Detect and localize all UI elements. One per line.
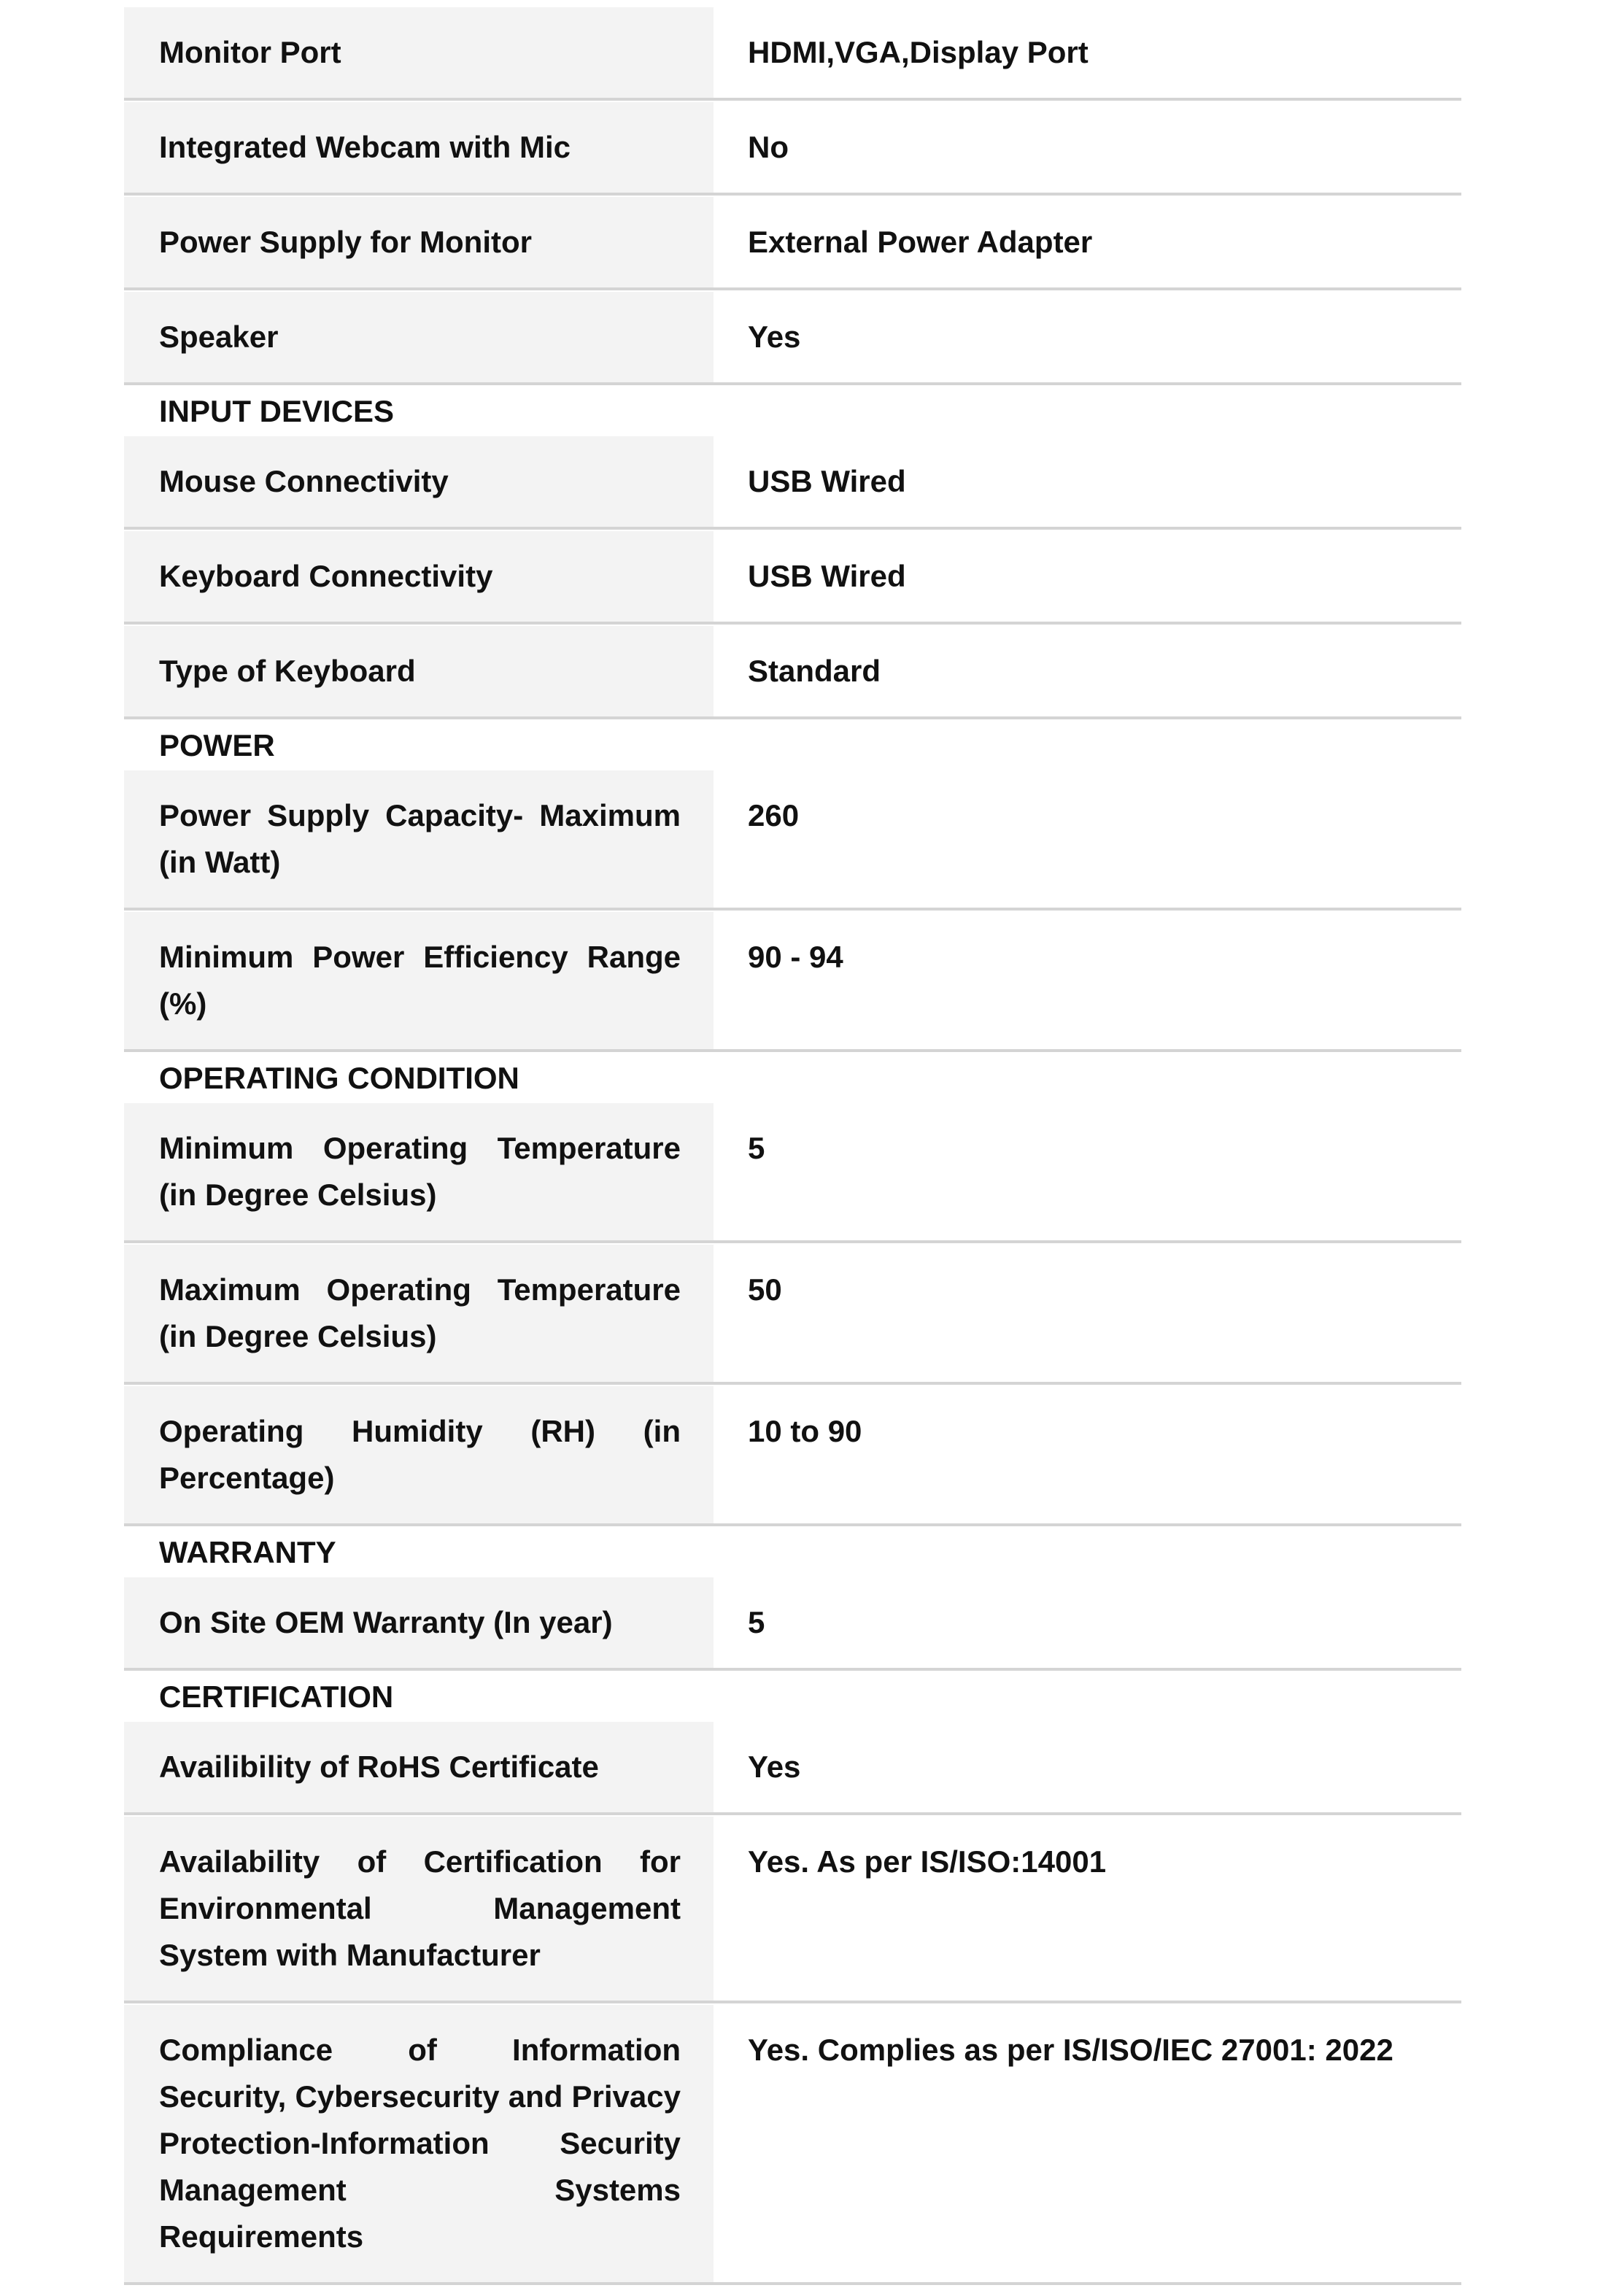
spec-value-cell xyxy=(714,770,1461,908)
spec-value: 50 xyxy=(748,1272,782,1307)
spec-value: USB Wired xyxy=(748,559,906,593)
spec-label-cell xyxy=(124,1386,714,1523)
spec-label-cell xyxy=(124,7,714,98)
spec-row-compliance-of-information-security-cyber xyxy=(124,2005,1461,2285)
spec-label-cell xyxy=(124,197,714,287)
spec-label: Keyboard Connectivity xyxy=(159,559,493,593)
spec-value: 5 xyxy=(748,1131,765,1165)
spec-label: Mouse Connectivity xyxy=(159,464,449,498)
spec-value-cell xyxy=(714,436,1461,527)
spec-label-cell xyxy=(124,531,714,622)
spec-value-cell xyxy=(714,1577,1461,1668)
spec-label: Operating Humidity (RH) (in Percentage) xyxy=(159,1414,681,1495)
spec-value: External Power Adapter xyxy=(748,225,1093,259)
document-page xyxy=(0,7,1616,2285)
spec-label-cell xyxy=(124,2005,714,2282)
spec-label-cell xyxy=(124,102,714,193)
spec-value-cell xyxy=(714,1386,1461,1523)
spec-label-cell xyxy=(124,1103,714,1240)
spec-row-availability-of-certification-for-enviro xyxy=(124,1817,1461,2003)
spec-label: On Site OEM Warranty (In year) xyxy=(159,1605,613,1639)
spec-label-cell xyxy=(124,1577,714,1668)
spec-label: Compliance of Information Security, Cybersecurity and Privacy Protection-Information Security Management Systems Requirements xyxy=(159,2033,681,2254)
spec-label: Power Supply for Monitor xyxy=(159,225,532,259)
spec-row-availibility-of-rohs-certificate xyxy=(124,1722,1461,1815)
spec-row-monitor-port xyxy=(124,7,1461,101)
spec-row-power-supply-for-monitor xyxy=(124,197,1461,290)
spec-value: Standard xyxy=(748,654,881,688)
spec-label: Minimum Power Efficiency Range (%) xyxy=(159,940,681,1021)
spec-label: Maximum Operating Temperature (in Degree Celsius) xyxy=(159,1272,681,1353)
spec-value-cell xyxy=(714,7,1461,98)
spec-label: Minimum Operating Temperature (in Degree Celsius) xyxy=(159,1131,681,1212)
spec-label: Availibility of RoHS Certificate xyxy=(159,1750,599,1784)
spec-value: Yes. Complies as per IS/ISO/IEC 27001: 2022 xyxy=(748,2033,1393,2067)
spec-value-cell xyxy=(714,626,1461,716)
spec-row-integrated-webcam-with-mic xyxy=(124,102,1461,196)
spec-table xyxy=(124,7,1461,2285)
spec-value-cell xyxy=(714,1245,1461,1382)
spec-value: 10 to 90 xyxy=(748,1414,862,1448)
spec-label: Monitor Port xyxy=(159,35,341,69)
spec-value-cell xyxy=(714,292,1461,382)
spec-value-cell xyxy=(714,912,1461,1049)
spec-value-cell xyxy=(714,1817,1461,2001)
section-header-operating-condition: OPERATING CONDITION xyxy=(124,1054,1461,1103)
spec-row-type-of-keyboard xyxy=(124,626,1461,719)
section-header-power: POWER xyxy=(124,721,1461,770)
spec-row-maximum-operating-temperature-in-degree- xyxy=(124,1245,1461,1385)
spec-value-cell xyxy=(714,531,1461,622)
spec-row-operating-humidity-rh-in-percentage xyxy=(124,1386,1461,1526)
spec-label-cell xyxy=(124,292,714,382)
spec-value: Yes xyxy=(748,1750,801,1784)
spec-label: Type of Keyboard xyxy=(159,654,416,688)
spec-value: No xyxy=(748,130,789,164)
spec-label-cell xyxy=(124,1245,714,1382)
spec-value-cell xyxy=(714,1103,1461,1240)
section-header-warranty: WARRANTY xyxy=(124,1528,1461,1577)
spec-label-cell xyxy=(124,1817,714,2001)
spec-row-on-site-oem-warranty-in-year xyxy=(124,1577,1461,1671)
spec-value-cell xyxy=(714,2005,1461,2282)
spec-label: Integrated Webcam with Mic xyxy=(159,130,571,164)
spec-label-cell xyxy=(124,770,714,908)
spec-row-mouse-connectivity xyxy=(124,436,1461,530)
spec-label-cell xyxy=(124,1722,714,1812)
spec-value-cell xyxy=(714,197,1461,287)
spec-row-minimum-operating-temperature-in-degree- xyxy=(124,1103,1461,1243)
section-header-input-devices: INPUT DEVICES xyxy=(124,387,1461,436)
spec-value-cell xyxy=(714,102,1461,193)
spec-value: 260 xyxy=(748,798,800,832)
spec-row-keyboard-connectivity xyxy=(124,531,1461,625)
section-header-certification: CERTIFICATION xyxy=(124,1672,1461,1722)
spec-value: 5 xyxy=(748,1605,765,1639)
spec-value: Yes xyxy=(748,320,801,354)
spec-row-speaker xyxy=(124,292,1461,385)
spec-label: Speaker xyxy=(159,320,279,354)
spec-label-cell xyxy=(124,626,714,716)
spec-row-power-supply-capacity-maximum-in-watt xyxy=(124,770,1461,911)
spec-value: USB Wired xyxy=(748,464,906,498)
spec-value-cell xyxy=(714,1722,1461,1812)
spec-label-cell xyxy=(124,436,714,527)
spec-label: Availability of Certification for Environmental Management System with Manufacturer xyxy=(159,1844,681,1972)
spec-value: HDMI,VGA,Display Port xyxy=(748,35,1089,69)
spec-label-cell xyxy=(124,912,714,1049)
spec-value: 90 - 94 xyxy=(748,940,843,974)
spec-row-minimum-power-efficiency-range xyxy=(124,912,1461,1052)
spec-value: Yes. As per IS/ISO:14001 xyxy=(748,1844,1107,1879)
spec-label: Power Supply Capacity- Maximum (in Watt) xyxy=(159,798,681,879)
